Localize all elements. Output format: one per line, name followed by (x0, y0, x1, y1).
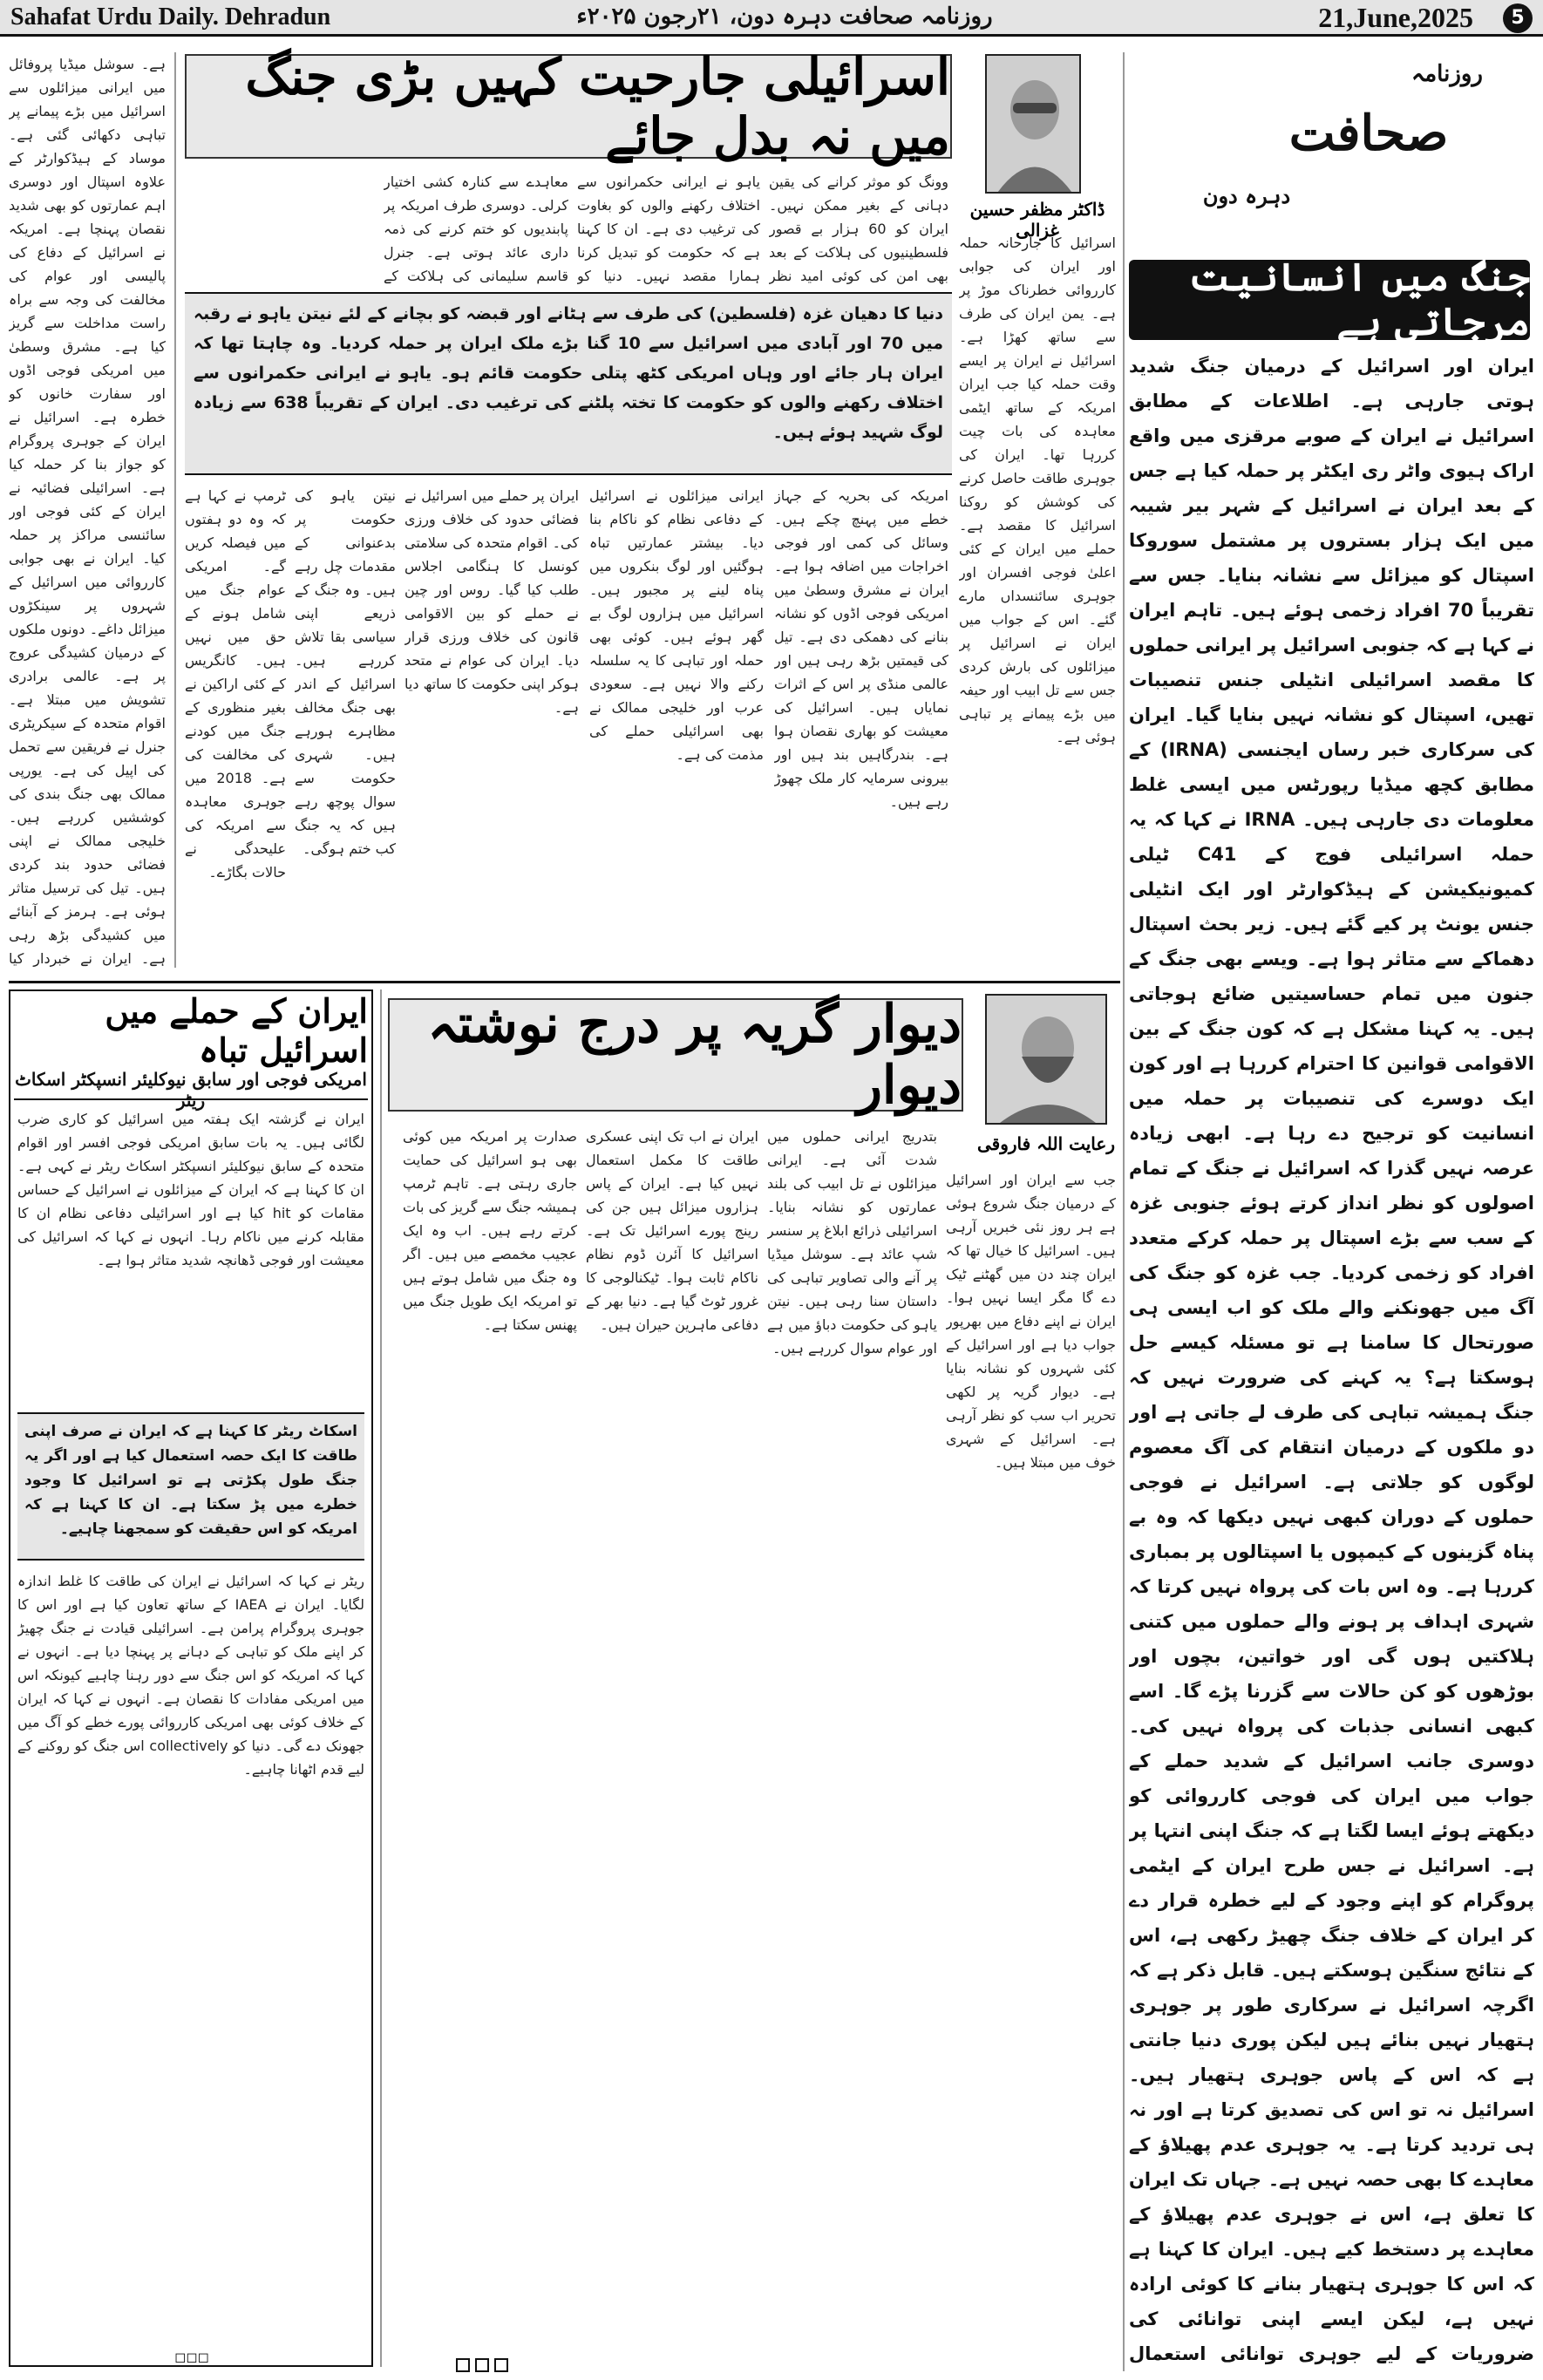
article1-lower-col-4: نیتن یاہو کی حکومت پر بدعنوانی کے مقدمات چل رہے ہیں۔ وہ جنگ کے ذریعے اپنی سیاسی بقا تلاش کررہے ہیں۔ اسرائیل کے اندر بھی جنگ مخالف مظاہرے ہورہے ہیں۔ شہری حکومت سے سوال پوچھ رہے ہیں کہ یہ جنگ کب ختم ہوگی۔ (295, 487, 396, 857)
article2-headline: دیوار گریہ پر درج نوشتہ دیوار (388, 998, 963, 1112)
article3-headline: ایران کے حملے میں اسرائیل تباہ (14, 996, 368, 1065)
column-divider (1123, 52, 1125, 2371)
article3-subhead: امریکی فوجی اور سابق نیوکلیئر انسپکٹر اسکاٹ ریٹر (15, 1069, 367, 1111)
paper-name: Sahafat Urdu Daily. Dehradun (10, 3, 331, 31)
article1-col-1: اسرائیل کا جارحانہ حملہ اور ایران کی جوابی کارروائی خطرناک موڑ پر ہے۔ یمن ایران کی طرف سے ساتھ کھڑا ہے۔ اسرائیل نے ایران پر ایسے وقت حملہ کیا جب ایران امریکہ کے ساتھ ایٹمی معاہدہ کی بات چیت کررہا تھا۔ ایران کی جوہری طاقت حاصل کرنے کی کوشش کو روکنا اسرائیل کا مقصد ہے۔ حملے میں ایران کے کئی اعلیٰ فوجی افسران اور جوہری سائنسداں مارے گئے۔ اس کے جواب میں ایران نے اسرائیل پر میزائلوں کی بارش کردی جس سے تل ابیب اور حیفہ میں بڑے پیمانے پر تباہی ہوئی ہے۔ (959, 235, 1116, 745)
article2-col-1: جب سے ایران اور اسرائیل کے درمیان جنگ شروع ہوئی ہے ہر روز نئی خبریں آرہی ہیں۔ اسرائیل کا خیال تھا کہ ایران چند دن میں گھٹنے ٹیک دے گا مگر ایسا نہیں ہوا۔ ایران نے اپنے دفاع میں بھرپور جواب دیا ہے اور اسرائیل کے کئی شہروں کو نشانہ بنایا ہے۔ دیوار گریہ پر لکھی تحریر اب سب کو نظر آرہی ہے۔ اسرائیل کے شہری خوف میں مبتلا ہیں۔ (946, 1172, 1116, 1471)
masthead-roznama: روزنامہ (1411, 61, 1483, 87)
article2-col-4: صدارت پر امریکہ میں کوئی بھی ہو اسرائیل کی حمایت جاری رہتی ہے۔ تاہم ٹرمپ ہمیشہ جنگ سے گریز کی بات کرتے رہے ہیں۔ اب وہ ایک عجیب مخمصے میں ہیں۔ اگر وہ جنگ میں شامل ہوتے ہیں تو امریکہ ایک طویل جنگ میں پھنس سکتا ہے۔ (403, 1128, 577, 1333)
article1-col-3: یاہو نے ایرانی حکمرانوں سے اختلاف رکھنے والوں کو بغاوت کی ترغیب دی ہے۔ ان کا کہنا ہے کہ حکومت کو تبدیل کرنا ہمارا مقصد نہیں۔ دنیا کو (577, 173, 760, 284)
article1-lower-col-3: ایران پر حملے میں اسرائیل نے فضائی حدود کی خلاف ورزی کی۔ اقوام متحدہ کی سلامتی کونسل کا ہنگامی اجلاس طلب کیا گیا۔ روس اور چین نے حملے کو بین الاقوامی قانون کی خلاف ورزی قرار دیا۔ ایران کی عوام نے متحد ہوکر اپنی حکومت کا ساتھ دیا ہے۔ (404, 487, 579, 716)
column-divider (174, 52, 176, 968)
article1-lower-col-5: ٹرمپ نے کہا ہے کہ وہ دو ہفتوں میں فیصلہ کریں گے۔ امریکی عوام جنگ میں شامل ہونے کے حق میں نہیں ہیں۔ کانگریس کے کئی اراکین نے بغیر منظوری کے جنگ میں کودنے کی مخالفت کی ہے۔ 2018 میں جوہری معاہدہ سے امریکہ کی علیحدگی نے حالات بگاڑے۔ (185, 487, 286, 881)
continuation-mark: ◻◻◻ (174, 2349, 209, 2365)
page-header (0, 0, 1543, 37)
article3-body-2: ریٹر نے کہا کہ اسرائیل نے ایران کی طاقت کا غلط اندازہ لگایا۔ ایران نے IAEA کے ساتھ تعاون کیا ہے اور اس کا جوہری پروگرام پرامن ہے۔ اسرائیلی قیادت نے جنگ چھیڑ کر اپنے ملک کو تباہی کے دہانے پر پہنچا دیا ہے۔ انہوں نے کہا کہ امریکہ کو اس جنگ سے دور رہنا چاہیے کیونکہ اس میں امریکی مفادات کا نقصان ہے۔ انہوں نے کہا کہ ایران کے خلاف کوئی بھی امریکی کارروائی پورے خطے کو آگ میں جھونک دے گی۔ دنیا کو collectively اس جنگ کو روکنے کے لیے قدم اٹھانا چاہیے۔ (17, 1573, 364, 1778)
section-divider (9, 981, 1120, 983)
article1-lower-col-1: امریکہ کی بحریہ کے جہاز خطے میں پہنچ چکے ہیں۔ وسائل کی کمی اور فوجی اخراجات میں اضافہ ہوا ہے۔ ایران نے مشرق وسطیٰ میں امریکی فوجی اڈوں کو نشانہ بنانے کی دھمکی دی ہے۔ تیل کی قیمتیں بڑھ رہی ہیں اور عالمی منڈی پر اس کے اثرات نمایاں ہیں۔ اسرائیل کی معیشت کو بھاری نقصان ہوا ہے۔ بندرگاہیں بند ہیں اور بیرونی سرمایہ کار ملک چھوڑ رہے ہیں۔ (774, 487, 948, 810)
page-number: 5 (1503, 3, 1533, 33)
masthead-sahafat: صحافت (1288, 105, 1449, 162)
article2-col-3: ایران نے اب تک اپنی عسکری طاقت کا مکمل استعمال نہیں کیا ہے۔ ایران کے پاس ہزاروں میزائل ہیں جن کی رینج پورے اسرائیل تک ہے۔ اسرائیل کا آئرن ڈوم نظام ناکام ثابت ہوا۔ ٹیکنالوجی کا غرور ٹوٹ گیا ہے۔ دنیا بھر کے دفاعی ماہرین حیران ہیں۔ (586, 1128, 758, 1333)
article1-col-2: وونگ کو موثر کرانے کی یقین دہانی کے بغیر ممکن نہیں۔ ایران کو 60 ہزار بے قصور فلسطینیوں کی ہلاکت کے بعد بھی امن کی کوئی امید نظر (769, 173, 948, 284)
article1-highlight: دنیا کا دھیان غزہ (فلسطین) کی طرف سے ہٹانے اور قبضہ کو بچانے کے لئے نیتن یاہو نے رقبہ میں 70 اور آبادی میں اسرائیل سے 10 گنا بڑے ملک ایران پر حملہ کردیا۔ وہ چاہتا تھا کہ ایران ہار جائے اور وہاں امریکی کٹھ پتلی حکومت قائم ہو۔ یاہو نے ایرانی حکمرانوں سے اختلاف رکھنے والوں کو حکومت کا تختہ پلٹنے کی ترغیب دی۔ ایران کے تقریباً 638 سے زیادہ لوگ شہید ہوئے ہیں۔ (185, 292, 952, 475)
header-dateline-urdu: روزنامہ صحافت دہرہ دون، ۲۱رجون ۲۰۲۵ء (576, 3, 993, 30)
editorial-body: ایران اور اسرائیل کے درمیان جنگ شدید ہوتی جارہی ہے۔ اطلاعات کے مطابق اسرائیل نے ایران کے صوبے مرقزی میں واقع اراک ہیوی واٹر ری ایکٹر پر حملہ کیا ہے جس کے بعد ایران نے اسرائیل کے شہر بیر شیبہ میں ایک ہزار بستروں پر مشتمل سوروکا اسپتال کو میزائل سے نشانہ بنایا۔ جس سے تقریباً 70 افراد زخمی ہوئے ہیں۔ تاہم ایران نے کہا ہے کہ جنوبی اسرائیل پر ایرانی حملوں کا مقصد اسرائیلی انٹیلی جنس تنصیبات تھیں، اسپتال کو نشانہ نہیں بنایا گیا۔ ایران کی سرکاری خبر رساں ایجنسی (IRNA) کے مطابق کچھ میڈیا رپورٹس میں ایسی غلط معلومات دی جارہی ہیں۔ IRNA نے کہا کہ یہ حملہ اسرائیلی فوج کے C41 ٹیلی کمیونیکیشن کے ہیڈکوارٹر اور ایک انٹیلی جنس یونٹ پر کیے گئے ہیں۔ زیر بحث اسپتال دھماکے سے متاثر ہوا ہے۔ ویسے بھی جنگ کے جنون میں تمام حساسیتیں ضائع ہوجاتی ہیں۔ یہ کہنا مشکل ہے کہ کون جنگ کے بین الاقوامی قوانین کا احترام کررہا ہے اور کون ایک دوسرے کی تنصیبات پر حملہ میں انسانیت کو ترجیح دے رہا ہے۔ ابھی زیادہ عرصہ نہیں گذرا کہ اسرائیل نے جنگ کے تمام اصولوں کو نظر انداز کرتے ہوئے جنوبی غزہ کے سب سے بڑے اسپتال پر حملہ کرکے متعدد افراد کو زخمی کردیا۔ جب غزہ کو جنگ کی آگ میں جھونکنے والے ملک کو اب ایسی ہی صورتحال کا سامنا ہے تو مسئلہ کیسے حل ہوسکتا ہے؟ یہ کہنے کی ضرورت نہیں کہ جنگ ہمیشہ تباہی کی طرف لے جاتی ہے اور دو ملکوں کے درمیان انتقام کی آگ معصوم لوگوں کو جلاتی ہے۔ اسرائیل نے فوجی حملوں کے دوران کبھی نہیں دیکھا کہ وہ بے پناہ گزینوں کے کیمپوں یا اسپتالوں پر بمباری کررہا ہے۔ وہ اس بات کی پرواہ نہیں کرتا کہ شہری اہداف پر ہونے والے حملوں میں کتنی ہلاکتیں ہوں گی اور خواتین، بچوں اور بوڑھوں کو کن حالات سے گزرنا پڑے گا۔ اسے کبھی انسانی جذبات کی پرواہ نہیں کی۔ دوسری جانب اسرائیل کے شدید حملے کے جواب میں ایران کی فوجی کارروائی کو دیکھتے ہوئے ایسا لگتا ہے کہ جنگ اپنی انتہا پر ہے۔ اسرائیل نے جس طرح ایران کے ایٹمی پروگرام کو اپنے وجود کے لیے خطرہ قرار دے کر ایران کے خلاف جنگ چھیڑ رکھی ہے، اس کے نتائج سنگین ہوسکتے ہیں۔ قابل ذکر ہے کہ اگرچہ اسرائیل نے سرکاری طور پر جوہری ہتھیار نہیں بنائے ہیں لیکن پوری دنیا جانتی ہے کہ اس کے پاس جوہری ہتھیار ہیں۔ اسرائیل نہ تو اس کی تصدیق کرتا ہے اور نہ ہی تردید کرتا ہے۔ یہ جوہری عدم پھیلاؤ کے معاہدے کا بھی حصہ نہیں ہے۔ جہاں تک ایران کا تعلق ہے، اس نے جوہری عدم پھیلاؤ کے معاہدے پر دستخط کیے ہیں۔ ایران کا کہنا ہے کہ اس کا جوہری ہتھیار بنانے کا کوئی ارادہ نہیں ہے، لیکن ایسے اپنی توانائی کی ضروریات کے لیے جوہری توانائی استعمال (1129, 356, 1534, 2364)
continuation-mark (453, 2358, 540, 2376)
article1-author: ڈاکٹر مظفر حسین غزالی (969, 199, 1105, 241)
editorial-headline: جنگ میں انسانیت مرجاتی ہے (1129, 260, 1530, 340)
column-divider (380, 989, 382, 2367)
article2-col-2: بتدریج ایرانی حملوں میں شدت آئی ہے۔ ایرانی میزائلوں نے تل ابیب کی بلند عمارتوں کو نشانہ بنایا۔ اسرائیلی ذرائع ابلاغ پر سنسر شپ عائد ہے۔ سوشل میڈیا پر آنے والی تصاویر تباہی کی داستان سنا رہی ہیں۔ نیتن یاہو کی حکومت دباؤ میں ہے اور عوام سوال کررہے ہیں۔ (767, 1128, 937, 1357)
author-photo (985, 994, 1107, 1125)
left-column-text: ہے۔ سوشل میڈیا پروفائل میں ایرانی میزائلوں سے اسرائیل میں بڑے پیمانے پر تباہی دکھائی گئی ہے۔ موساد کے ہیڈکوارٹر کے علاوہ اسپتال اور دوسری اہم عمارتوں کو بھی شدید نقصان پہنچا ہے۔ امریکہ نے اسرائیل کے دفاع کی پالیسی اور عوام کی مخالفت کی وجہ سے براہ راست مداخلت سے گریز کیا ہے۔ مشرق وسطیٰ میں امریکی فوجی اڈوں اور سفارت خانوں کو خطرہ ہے۔ اسرائیل نے ایران کے جوہری پروگرام کو جواز بنا کر حملہ کیا ہے۔ اسرائیلی فضائیہ نے ایران کے کئی فوجی اور سائنسی مراکز پر حملہ کیا۔ ایران نے بھی جوابی کارروائی میں اسرائیل کے شہروں پر سینکڑوں میزائل داغے۔ دونوں ملکوں کے درمیان کشیدگی عروج پر ہے۔ عالمی برادری تشویش میں مبتلا ہے۔ اقوام متحدہ کے سیکریٹری جنرل نے فریقین سے تحمل کی اپیل کی ہے۔ یورپی ممالک بھی جنگ بندی کی کوششیں کررہے ہیں۔ خلیجی ممالک نے اپنی فضائی حدود بند کردی ہیں۔ تیل کی ترسیل متاثر ہوئی ہے۔ ہرمز کے آبنائے میں کشیدگی بڑھ رہی ہے۔ ایران نے خبردار کیا (9, 56, 166, 967)
author-photo (985, 54, 1081, 194)
article1-col-4: معاہدے سے کنارہ کشی اختیار کرلی۔ دوسری طرف امریکہ پر پابندیوں کو ختم کرنے کی ذمہ داری عائد ہوتی ہے۔ جنرل قاسم سلیمانی کی ہلاکت کے (384, 173, 568, 284)
article3-callout: اسکاٹ ریٹر کا کہنا ہے کہ ایران نے صرف اپنی طاقت کا ایک حصہ استعمال کیا ہے اور اگر یہ جنگ طول پکڑتی ہے تو اسرائیل کا وجود خطرے میں پڑ سکتا ہے۔ ان کا کہنا ہے کہ امریکہ کو اس حقیقت کو سمجھنا چاہیے۔ (17, 1412, 364, 1561)
article2-author: رعایت اللہ فاروقی (976, 1133, 1115, 1154)
author-portrait-icon (987, 56, 1081, 194)
article1-lower-col-2: ایرانی میزائلوں نے اسرائیل کے دفاعی نظام کو ناکام بنا دیا۔ بیشتر عمارتیں تباہ ہوگئیں اور لوگ بنکروں میں پناہ لینے پر مجبور ہیں۔ اسرائیل میں ہزاروں لوگ بے گھر ہوئے ہیں۔ کوئی بھی حملہ اور تباہی کا یہ سلسلہ رکنے والا نہیں ہے۔ سعودی عرب اور خلیجی ممالک نے بھی اسرائیلی حملے کی مذمت کی ہے۔ (589, 487, 764, 763)
article3-body-1: ایران نے گزشتہ ایک ہفتہ میں اسرائیل کو کاری ضرب لگائی ہیں۔ یہ بات سابق امریکی فوجی افسر اور اقوام متحدہ کے سابق نیوکلیئر انسپکٹر اسکاٹ ریٹر نے کہی ہے۔ ان کا کہنا ہے کہ ایران کے میزائلوں نے اسرائیل کے حساس مقامات کو hit کیا ہے اور اسرائیلی دفاعی نظام ان کا مقابلہ کرنے میں ناکام رہا۔ انہوں نے کہا کہ اسرائیل کی معیشت اور فوجی ڈھانچہ شدید متاثر ہوا ہے۔ (17, 1111, 364, 1268)
article1-headline: اسرائیلی جارحیت کہیں بڑی جنگ میں نہ بدل جائے (185, 54, 952, 159)
author-portrait-icon (987, 996, 1107, 1125)
masthead-city: دہرہ دون (1202, 183, 1291, 208)
header-date: 21,June,2025 (1318, 2, 1473, 33)
